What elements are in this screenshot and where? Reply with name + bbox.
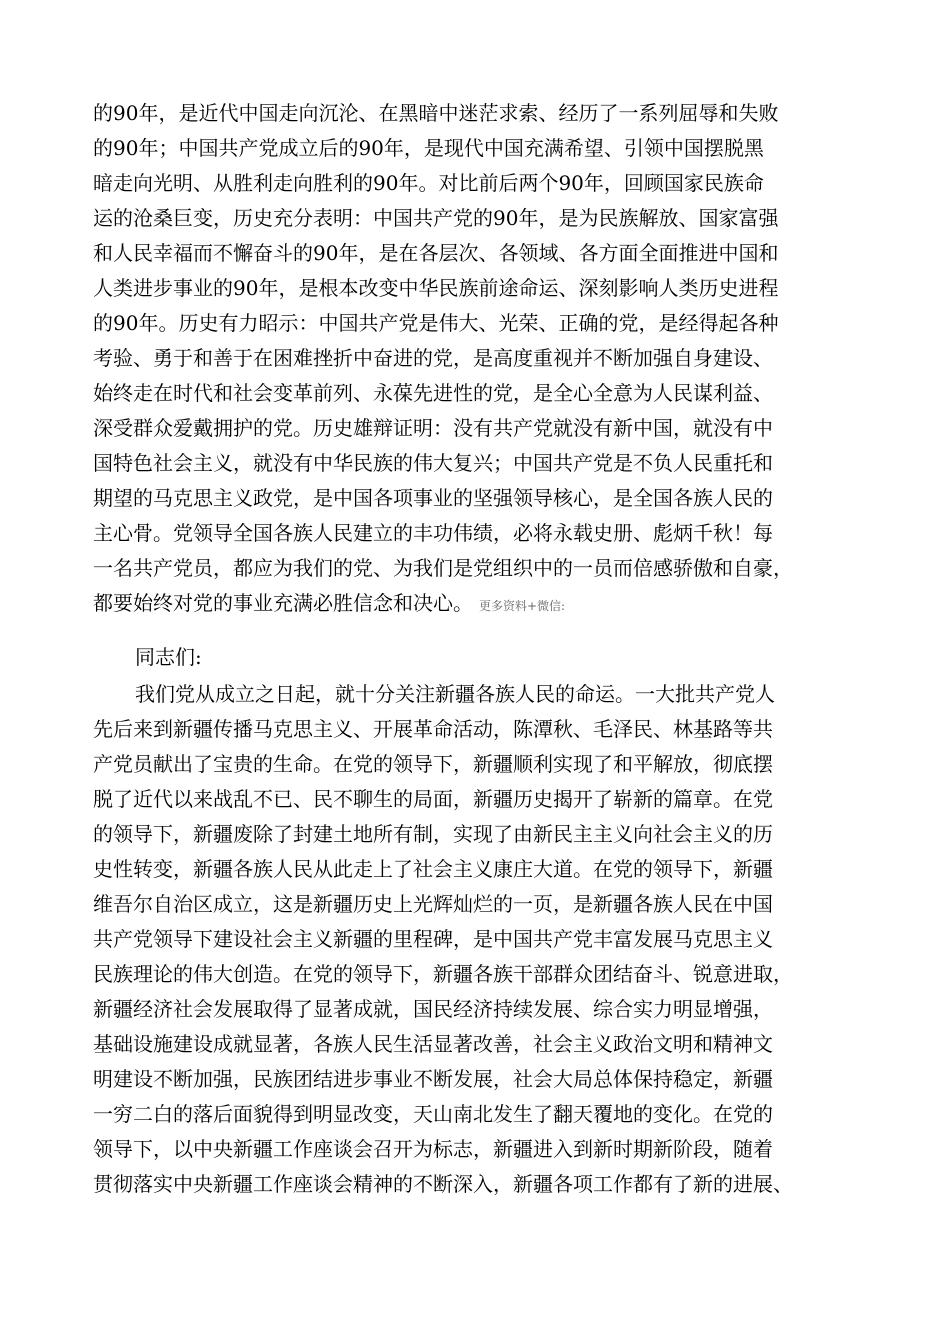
- text-line: 的领导下，新疆废除了封建土地所有制，实现了由新民主主义向社会主义的历: [93, 822, 773, 846]
- text-line: 始终走在时代和社会变革前列、永葆先进性的党，是全心全意为人民谋利益、: [93, 381, 773, 405]
- text-line: 维吾尔自治区成立，这是新疆历史上光辉灿烂的一页，是新疆各族人民在中国: [93, 892, 773, 916]
- text-line: 的90年，是近代中国走向沉沦、在黑暗中迷茫求索、经历了一系列屈辱和失败: [93, 101, 779, 125]
- text-line: 民族理论的伟大创造。在党的领导下，新疆各族干部群众团结奋斗、锐意进取，: [93, 962, 793, 986]
- text-line: 暗走向光明、从胜利走向胜利的90年。对比前后两个90年，回顾国家民族命: [93, 171, 764, 195]
- text-line: 考验、勇于和善于在困难挫折中奋进的党，是高度重视并不断加强自身建设、: [93, 346, 773, 370]
- text-line: 脱了近代以来战乱不已、民不聊生的局面，新疆历史揭开了崭新的篇章。在党: [93, 787, 773, 811]
- text-line: 期望的马克思主义政党，是中国各项事业的坚强领导核心，是全国各族人民的: [93, 486, 773, 510]
- text-line: 新疆经济社会发展取得了显著成就，国民经济持续发展、综合实力明显增强，: [93, 997, 773, 1021]
- text-line: 贯彻落实中央新疆工作座谈会精神的不断深入，新疆各项工作都有了新的进展、: [93, 1172, 793, 1196]
- text-line: 我们党从成立之日起，就十分关注新疆各族人民的命运。一大批共产党人: [135, 682, 775, 706]
- text-line: 产党员献出了宝贵的生命。在党的领导下，新疆顺利实现了和平解放，彻底摆: [93, 752, 773, 776]
- text-line: 的90年。历史有力昭示：中国共产党是伟大、光荣、正确的党，是经得起各种: [93, 311, 779, 335]
- text-line: 基础设施建设成就显著，各族人民生活显著改善，社会主义政治文明和精神文: [93, 1032, 773, 1056]
- salutation: 同志们:: [135, 645, 202, 669]
- text-line: 史性转变，新疆各族人民从此走上了社会主义康庄大道。在党的领导下，新疆: [93, 857, 773, 881]
- text-line-content: 都要始终对党的事业充满必胜信念和决心。: [93, 591, 473, 615]
- text-line: 主心骨。党领导全国各族人民建立的丰功伟绩，必将永载史册、彪炳千秋！每: [93, 521, 773, 545]
- text-line: 一名共产党员，都应为我们的党、为我们是党组织中的一员而倍感骄傲和自豪，: [93, 556, 793, 580]
- text-line: 领导下，以中央新疆工作座谈会召开为标志，新疆进入到新时期新阶段，随着: [93, 1137, 773, 1161]
- text-line: 共产党领导下建设社会主义新疆的里程碑，是中国共产党丰富发展马克思主义: [93, 927, 773, 951]
- text-line-last: [93, 586, 863, 620]
- text-line: 运的沧桑巨变，历史充分表明：中国共产党的90年，是为民族解放、国家富强: [93, 206, 779, 230]
- text-line: 一穷二白的落后面貌得到明显改变，天山南北发生了翻天覆地的变化。在党的: [93, 1102, 773, 1126]
- contact-note: 更多资料+微信:: [479, 599, 566, 613]
- text-line: 人类进步事业的90年，是根本改变中华民族前途命运、深刻影响人类历史进程: [93, 276, 779, 300]
- text-line: 先后来到新疆传播马克思主义、开展革命活动，陈潭秋、毛泽民、林基路等共: [93, 717, 773, 741]
- text-line: 明建设不断加强，民族团结进步事业不断发展，社会大局总体保持稳定，新疆: [93, 1067, 773, 1091]
- text-line: 国特色社会主义，就没有中华民族的伟大复兴；中国共产党是不负人民重托和: [93, 451, 773, 475]
- text-line: 的90年；中国共产党成立后的90年，是现代中国充满希望、引领中国摆脱黑: [93, 136, 764, 160]
- text-line: 和人民幸福而不懈奋斗的90年，是在各层次、各领域、各方面全面推进中国和: [93, 241, 779, 265]
- text-line: 深受群众爱戴拥护的党。历史雄辩证明：没有共产党就没有新中国，就没有中: [93, 416, 773, 440]
